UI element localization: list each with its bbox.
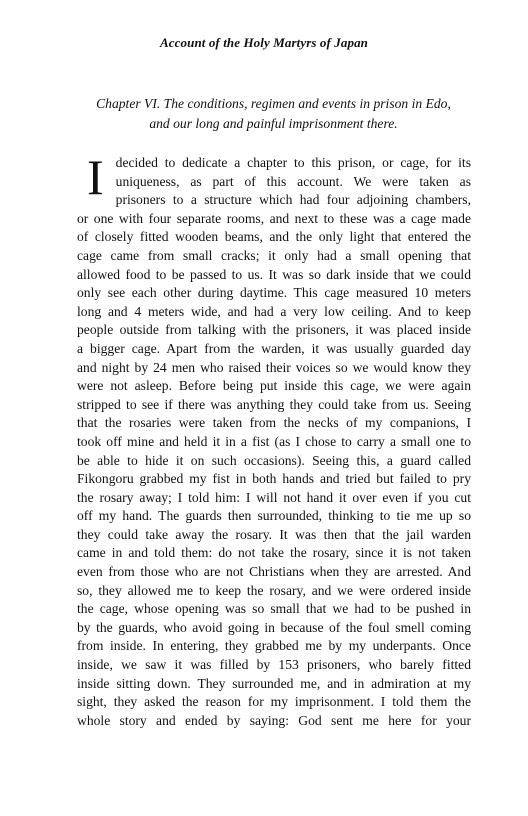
body-line: from inside. In entering, they grabbed me by my underpants. Once <box>77 638 471 654</box>
body-line: so, they allowed me to keep the rosary, and we were ordered inside <box>77 582 471 598</box>
chapter-title <box>76 94 471 134</box>
body-line: long and 4 meters wide, and had a very low ceiling. And to keep <box>77 303 471 319</box>
body-line: they could take away the rosary. It was then that the jail warden <box>77 526 471 542</box>
body-line: Fikongoru grabbed my fist in both hands and tried but failed to pry <box>77 471 471 487</box>
body-line: inside, we saw it was filled by 153 prisoners, who barely fitted <box>77 657 471 673</box>
drop-cap: I <box>87 149 104 205</box>
chapter-title-line-2: and our long and painful imprisonment there. <box>149 116 398 131</box>
body-line: by the guards, who avoid going in because of the foul smell coming <box>77 619 471 635</box>
body-lines <box>77 149 471 730</box>
body-line: sight, they asked the reason for my imprisonment. I told them the <box>77 694 471 710</box>
body-line: people outside from talking with the prisoners, it was placed inside <box>77 322 471 338</box>
body-line: only see each other during daytime. This cage measured 10 meters <box>77 285 471 301</box>
body-line: came in and told them: do not take the rosary, since it is not taken <box>77 545 471 561</box>
body-text <box>77 149 471 730</box>
running-head: Account of the Holy Martyrs of Japan <box>160 35 368 50</box>
body-line: that the rosaries were taken from the necks of my companions, I <box>77 415 471 431</box>
body-line: uniqueness, as part of this account. We were taken as <box>115 173 471 189</box>
body-line: of closely fitted wooden beams, and the only light that entered the <box>77 229 471 245</box>
body-line: inside sitting down. They surrounded me, and in admiration at my <box>77 675 471 691</box>
body-line: whole story and ended by saying: God sent me here for your <box>77 712 471 728</box>
body-line: decided to dedicate a chapter to this prison, or cage, for its <box>115 155 471 170</box>
body-line: and night by 24 men who raised their voices so we would know they <box>77 359 471 375</box>
body-line: the cage, whose opening was so small that we had to be pushed in <box>77 601 471 617</box>
body-line: off my hand. The guards then surrounded, thinking to tie me up so <box>77 508 471 524</box>
body-line: be able to hide it on such occasions). Seeing this, a guard called <box>77 452 471 468</box>
body-line: the rosary away; I told him: I will not hand it over even if you cut <box>77 489 471 505</box>
body-line: even from those who are not Christians when they are arrested. And <box>77 564 471 580</box>
body-line: took off mine and held it in a fist (as I chose to carry a small one to <box>77 433 471 449</box>
body-line: allowed food to be passed to us. It was so dark inside that we could <box>77 266 471 282</box>
body-line: were not asleep. Before being put inside this cage, we were again <box>77 378 471 394</box>
body-line: a bigger cage. Apart from the warden, it was usually guarded day <box>77 340 471 356</box>
body-line: stripped to see if there was anything they could take from us. Seeing <box>77 396 471 412</box>
body-line: prisoners to a structure which had four adjoining chambers, <box>115 192 471 208</box>
body-line: cage came from small cracks; it only had a small opening that <box>77 247 471 263</box>
body-line: or one with four separate rooms, and next to these was a cage made <box>77 210 471 226</box>
chapter-title-line-1: Chapter VI. The conditions, regimen and events in prison in Edo, <box>96 96 451 111</box>
